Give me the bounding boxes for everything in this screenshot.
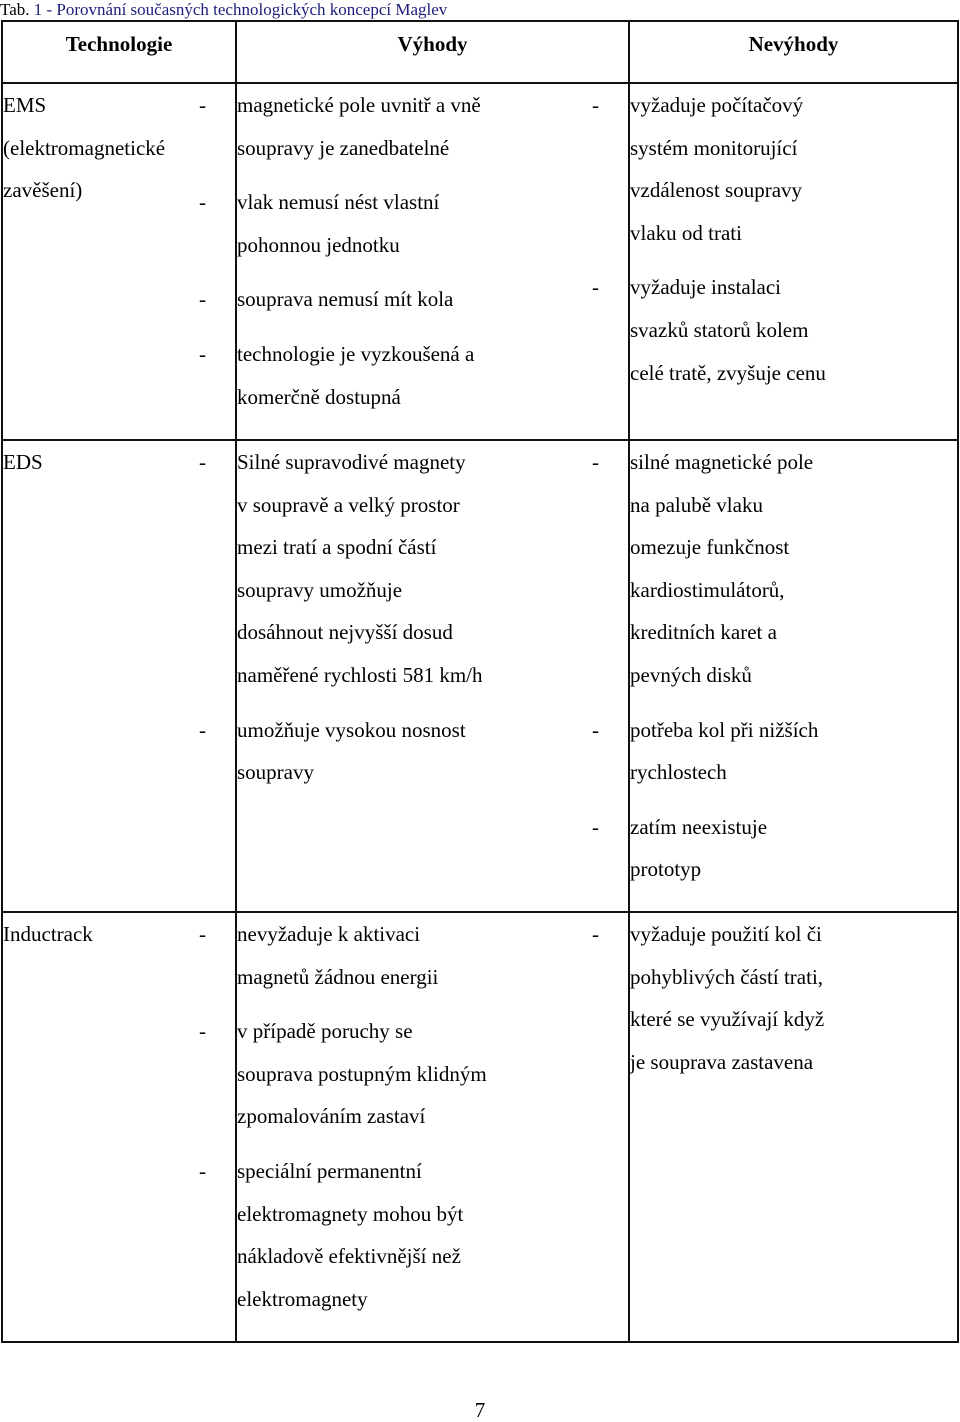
item-line: umožňuje vysokou nosnost (237, 717, 466, 742)
item-line: v případě poruchy se (237, 1019, 413, 1044)
technology-line: (elektromagnetické (3, 135, 166, 160)
item-line: Silné supravodivé magnety (237, 450, 466, 474)
item-line: pohonnou jednotku (237, 232, 400, 257)
con-item (592, 913, 957, 1083)
item-line: dosáhnout nejvyšší dosud (237, 620, 453, 645)
table-caption (0, 0, 960, 20)
con-item (592, 441, 957, 697)
header-cons: Nevýhody (629, 21, 958, 83)
pro-item (199, 278, 628, 321)
item-line: vlak nemusí nést vlastní (237, 190, 440, 215)
bullet-dash: - (592, 717, 599, 742)
cons-cell (592, 440, 958, 912)
cons-cell (592, 83, 958, 440)
bullet-dash: - (199, 922, 206, 946)
bullet-dash: - (199, 1158, 206, 1183)
pro-item (199, 1010, 628, 1138)
item-line: mezi tratí a spodní částí (237, 535, 437, 560)
item-line: elektromagnety mohou být (237, 1201, 464, 1226)
item-line: na palubě vlaku (630, 492, 763, 517)
con-item (592, 84, 957, 254)
pro-item (199, 84, 628, 169)
item-line: svazků statorů kolem (630, 317, 809, 342)
bullet-dash: - (199, 341, 206, 366)
technology-cell (2, 912, 236, 1342)
item-line: v soupravě a velký prostor (237, 492, 460, 517)
technology-cell (2, 440, 236, 912)
item-line: systém monitorující (630, 135, 798, 160)
table-row (2, 912, 958, 1342)
item-line: pohyblivých částí trati, (630, 964, 824, 989)
bullet-dash: - (199, 450, 206, 474)
pro-item (199, 913, 628, 998)
con-item (592, 806, 957, 891)
bullet-dash: - (592, 275, 599, 300)
item-line: elektromagnety (237, 1286, 368, 1311)
item-line: soupravy (237, 760, 314, 785)
caption-prefix: Tab. (0, 0, 34, 19)
bullet-dash: - (592, 814, 599, 839)
item-line: omezuje funkčnost (630, 535, 790, 560)
header-pros: Výhody (236, 21, 629, 83)
item-line: vzdálenost soupravy (630, 178, 803, 203)
item-line: zpomalováním zastaví (237, 1104, 426, 1129)
technology-line: zavěšení) (3, 178, 83, 203)
item-line: soupravy umožňuje (237, 577, 403, 602)
item-line: vyžaduje počítačový (630, 93, 804, 117)
pros-cell (199, 440, 629, 912)
item-line: zatím neexistuje (630, 814, 768, 839)
table-header-row (2, 21, 958, 83)
item-line: které se využívají když (630, 1007, 825, 1032)
bullet-dash: - (592, 922, 599, 946)
item-line: je souprava zastavena (630, 1049, 814, 1074)
item-line: rychlostech (630, 760, 727, 785)
con-item (592, 266, 957, 394)
bullet-dash: - (199, 1019, 206, 1044)
item-line: technologie je vyzkoušená a (237, 341, 475, 366)
item-line: vlaku od trati (630, 220, 742, 245)
item-line: celé tratě, zvyšuje cenu (630, 360, 826, 385)
page-number: 7 (474, 1398, 486, 1422)
technology-cell (2, 83, 236, 440)
pro-item (199, 333, 628, 418)
con-item (592, 709, 957, 794)
pro-item (199, 709, 628, 794)
technology-line: EMS (3, 93, 47, 117)
item-line: magnetické pole uvnitř a vně (237, 93, 481, 117)
table-body (2, 83, 958, 1342)
item-line: potřeba kol při nižších (630, 717, 819, 742)
item-line: silné magnetické pole (630, 450, 814, 474)
item-line: souprava postupným klidným (237, 1061, 487, 1086)
pro-item (199, 441, 628, 697)
pro-item (199, 181, 628, 266)
comparison-table (1, 20, 959, 1343)
item-line: vyžaduje instalaci (630, 275, 782, 300)
item-line: kreditních karet a (630, 620, 777, 645)
item-line: naměřené rychlosti 581 km/h (237, 662, 483, 687)
item-line: kardiostimulátorů, (630, 577, 785, 602)
pros-cell (199, 912, 629, 1342)
pro-item (199, 1150, 628, 1320)
header-technology: Technologie (2, 21, 236, 83)
item-line: souprava nemusí mít kola (237, 287, 454, 312)
cons-cell (592, 912, 958, 1342)
bullet-dash: - (592, 450, 599, 474)
item-line: pevných disků (630, 662, 752, 687)
technology-line: Inductrack (3, 922, 93, 946)
item-line: prototyp (630, 857, 702, 882)
item-line: magnetů žádnou energii (237, 964, 439, 989)
table-row (2, 440, 958, 912)
item-line: nevyžaduje k aktivaci (237, 922, 421, 946)
bullet-dash: - (199, 287, 206, 312)
item-line: vyžaduje použití kol či (630, 922, 822, 946)
item-line: komerčně dostupná (237, 384, 401, 409)
bullet-dash: - (592, 93, 599, 117)
pros-cell (199, 83, 629, 440)
item-line: speciální permanentní (237, 1158, 422, 1183)
caption-title: 1 - Porovnání současných technologických koncepcí Maglev (33, 0, 448, 19)
bullet-dash: - (199, 190, 206, 215)
technology-line: EDS (3, 450, 43, 474)
bullet-dash: - (199, 93, 206, 117)
table-row (2, 83, 958, 440)
bullet-dash: - (199, 717, 206, 742)
item-line: nákladově efektivnější než (237, 1244, 461, 1269)
item-line: soupravy je zanedbatelné (237, 135, 450, 160)
